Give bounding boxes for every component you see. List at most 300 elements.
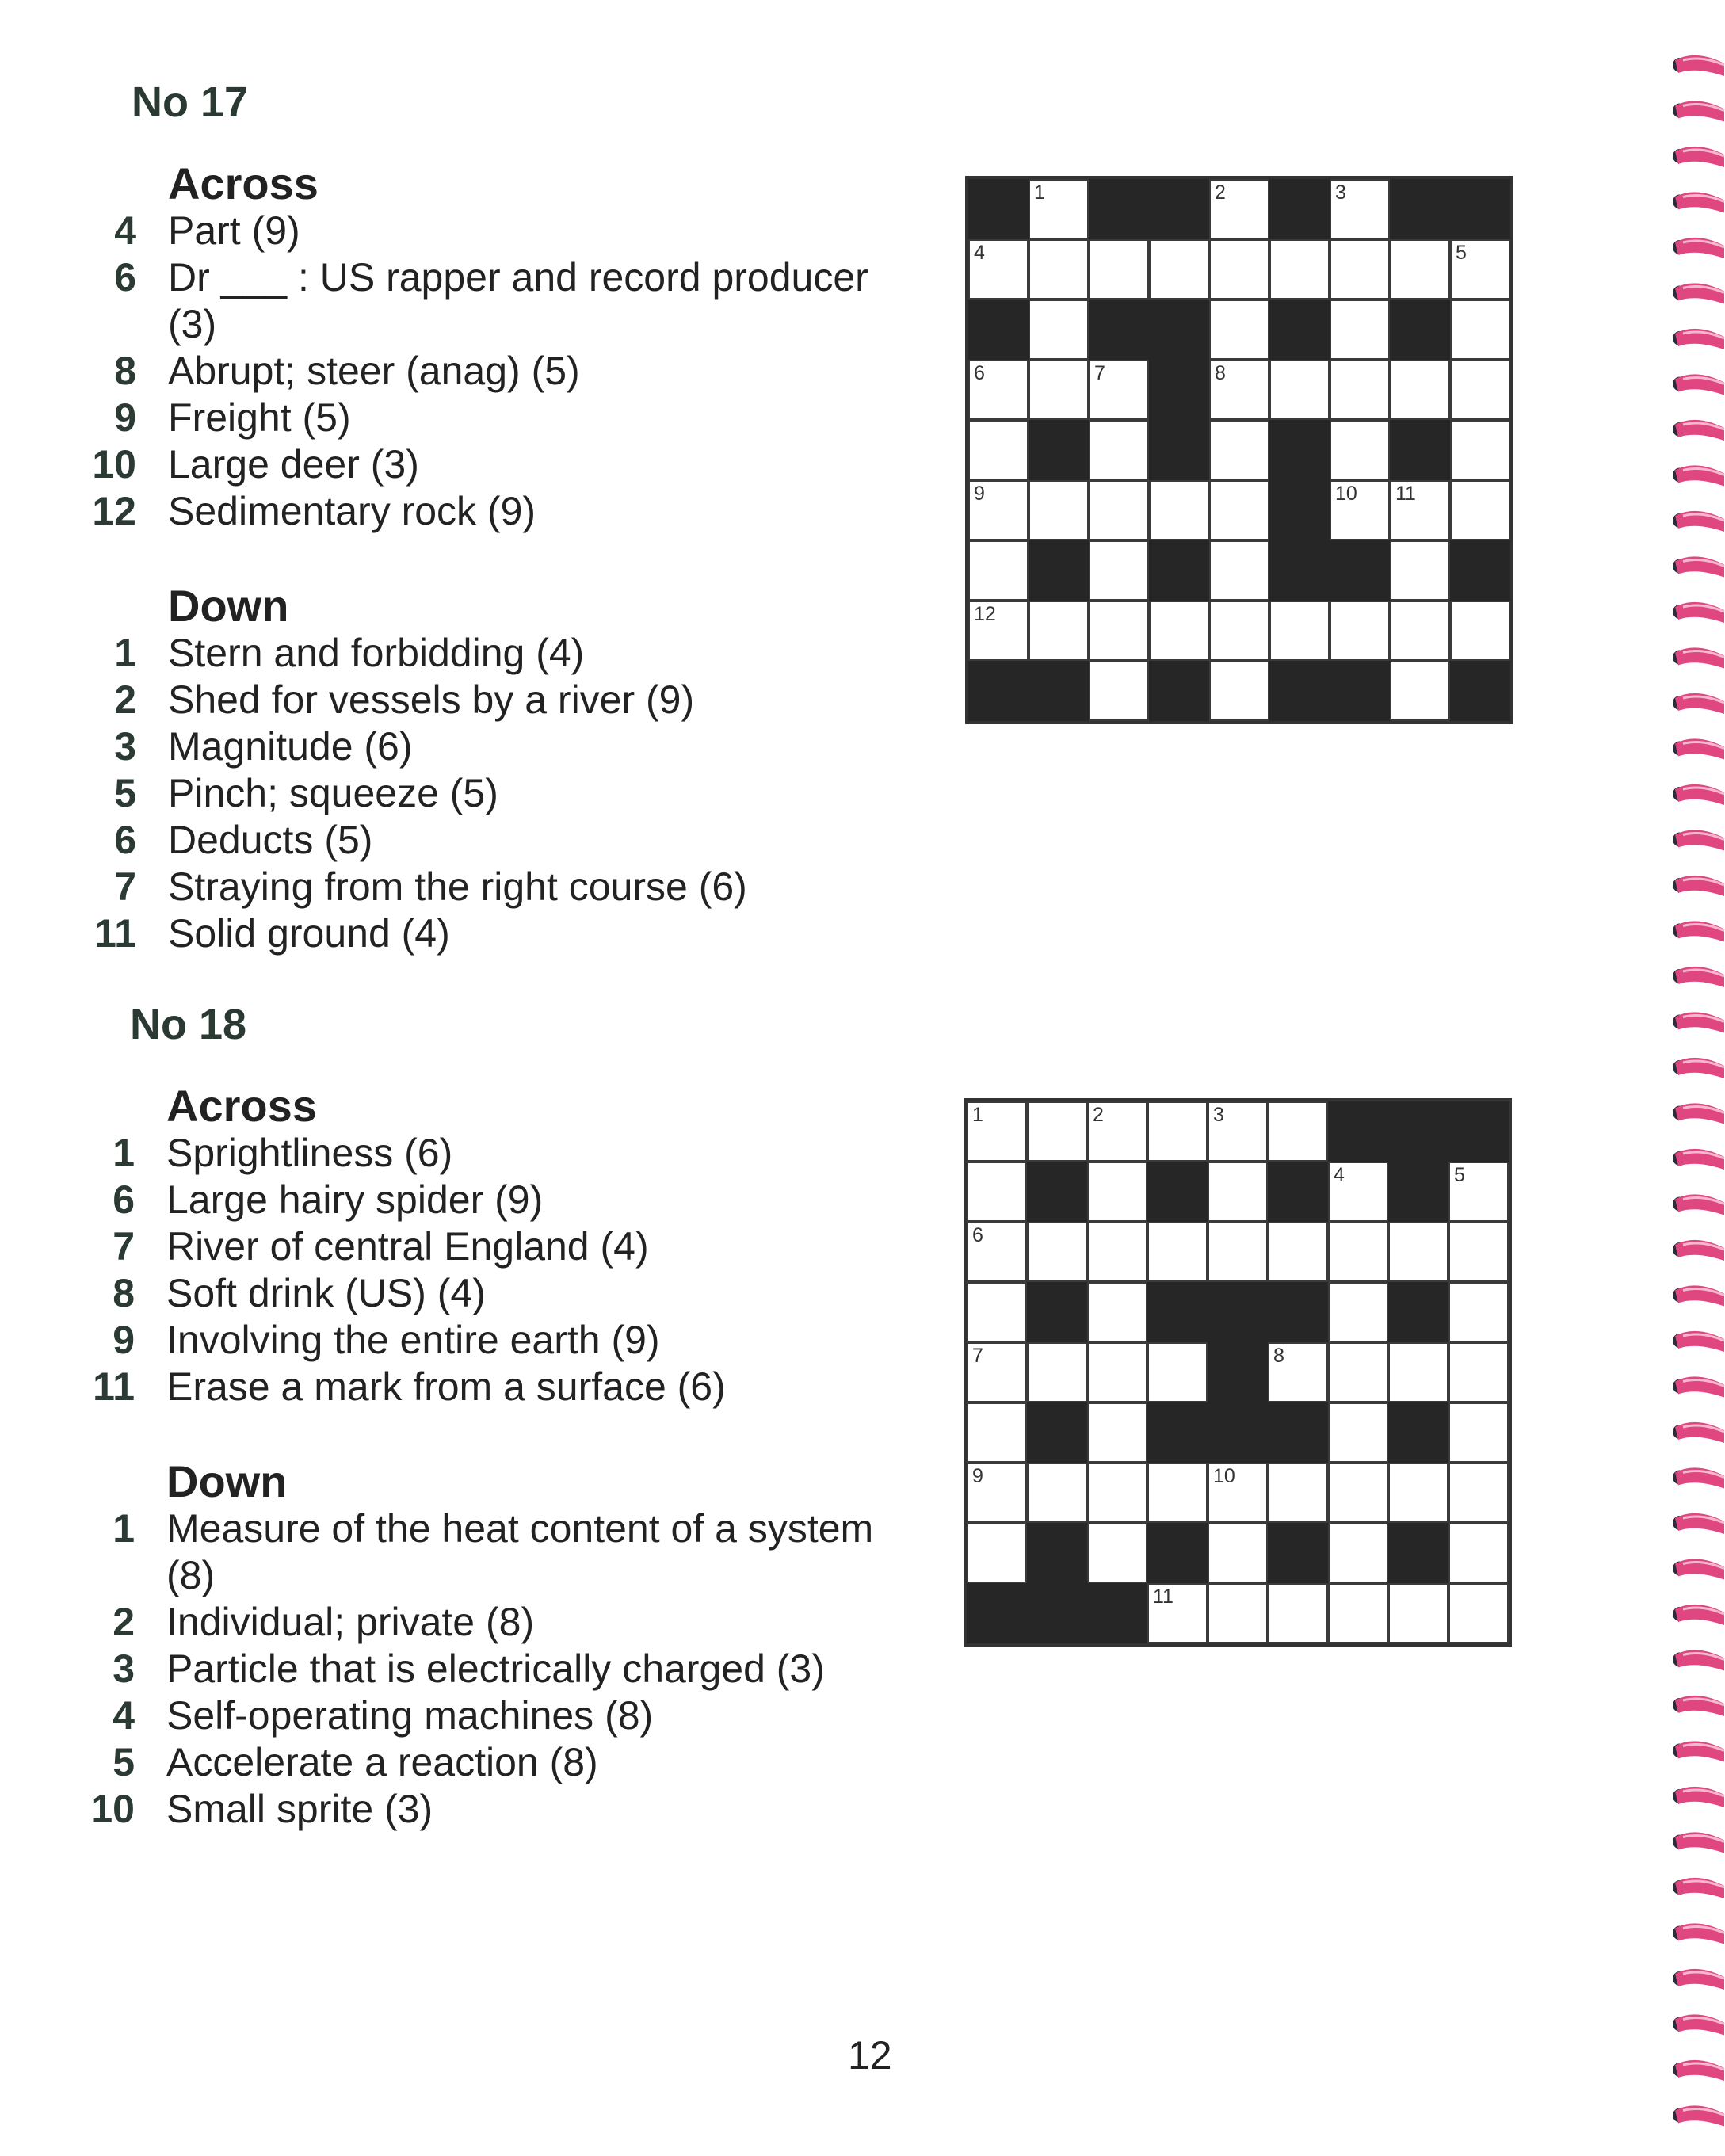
- grid-cell[interactable]: [1147, 1101, 1208, 1162]
- clue-item: [86, 1270, 878, 1317]
- grid-block: [968, 179, 1029, 239]
- binding-loop: [1673, 1012, 1724, 1032]
- clue-item: [86, 1739, 878, 1786]
- grid-cell[interactable]: [1388, 1342, 1448, 1402]
- binding-loop: [1673, 556, 1724, 577]
- grid-cell[interactable]: [967, 1282, 1027, 1342]
- grid-block: [968, 300, 1029, 360]
- binding-loop: [1673, 1650, 1724, 1670]
- binding-loop: [1673, 2014, 1724, 2035]
- grid-cell[interactable]: [1448, 1162, 1509, 1222]
- binding-loop: [1673, 693, 1724, 714]
- across-clues: [87, 208, 880, 535]
- clue-text: Straying from the right course (6): [168, 864, 747, 909]
- binding-loop: [1673, 1376, 1724, 1397]
- binding-loop: [1673, 329, 1724, 349]
- clue-number: 11: [93, 1364, 135, 1409]
- across-heading: Across: [168, 158, 319, 208]
- grid-cell[interactable]: [1390, 480, 1450, 540]
- grid-block: [1390, 300, 1450, 360]
- clue-number: 9: [113, 1318, 135, 1362]
- cell-number: 1: [972, 1104, 983, 1126]
- down-clues: [86, 1505, 878, 1833]
- cell-number: 4: [974, 242, 985, 264]
- grid-cell[interactable]: [1388, 1463, 1448, 1523]
- clue-number: 9: [114, 395, 136, 440]
- clue-number: 5: [113, 1740, 135, 1784]
- spiral-binding: [1664, 48, 1725, 2156]
- grid-block: [1330, 540, 1390, 601]
- grid-cell[interactable]: [1328, 1342, 1388, 1402]
- binding-loop: [1673, 876, 1724, 896]
- binding-loop: [1673, 1467, 1724, 1488]
- grid-cell[interactable]: [1089, 601, 1149, 661]
- grid-block: [1268, 1282, 1328, 1342]
- binding-loop: [1673, 511, 1724, 532]
- grid-block: [1330, 661, 1390, 721]
- grid-cell[interactable]: [1029, 480, 1089, 540]
- grid-cell[interactable]: [1208, 1463, 1268, 1523]
- grid-cell[interactable]: [1089, 661, 1149, 721]
- grid-cell[interactable]: [1089, 540, 1149, 601]
- grid-cell[interactable]: [1087, 1523, 1147, 1583]
- clue-text: Sprightliness (6): [166, 1131, 453, 1175]
- grid-cell[interactable]: [1027, 1463, 1087, 1523]
- grid-cell[interactable]: [1450, 601, 1510, 661]
- clue-item: [87, 395, 880, 441]
- grid-cell[interactable]: [1089, 239, 1149, 300]
- grid-cell[interactable]: [1149, 480, 1209, 540]
- binding-loop: [1673, 238, 1724, 258]
- across-heading: Across: [166, 1081, 317, 1131]
- grid-cell[interactable]: [1388, 1583, 1448, 1643]
- grid-cell[interactable]: [1147, 1463, 1208, 1523]
- binding-loop: [1673, 147, 1724, 167]
- grid-cell[interactable]: [1448, 1342, 1509, 1402]
- grid-cell[interactable]: [1328, 1162, 1388, 1222]
- clue-text: River of central England (4): [166, 1224, 649, 1269]
- grid-cell[interactable]: [967, 1342, 1027, 1402]
- clue-number: 3: [113, 1647, 135, 1691]
- clue-number: 1: [113, 1506, 135, 1551]
- grid-cell[interactable]: [1209, 239, 1269, 300]
- clue-item: [87, 817, 880, 864]
- clue-number: 8: [113, 1271, 135, 1315]
- grid-cell[interactable]: [1027, 1222, 1087, 1282]
- clue-item: [86, 1646, 878, 1692]
- grid-cell[interactable]: [1450, 420, 1510, 480]
- grid-cell[interactable]: [1087, 1342, 1147, 1402]
- clue-item: [86, 1177, 878, 1223]
- grid-block: [1029, 540, 1089, 601]
- grid-cell[interactable]: [1147, 1583, 1208, 1643]
- binding-loop: [1673, 2105, 1724, 2126]
- cell-number: 9: [972, 1465, 983, 1487]
- grid-cell[interactable]: [1208, 1583, 1268, 1643]
- clue-item: [86, 1223, 878, 1270]
- grid-cell[interactable]: [1448, 1523, 1509, 1583]
- clue-text: Soft drink (US) (4): [166, 1271, 486, 1315]
- grid-cell[interactable]: [1328, 1222, 1388, 1282]
- grid-block: [1149, 420, 1209, 480]
- grid-cell[interactable]: [1029, 601, 1089, 661]
- binding-loop: [1673, 1240, 1724, 1261]
- clue-number: 1: [113, 1131, 135, 1175]
- clue-text: Freight (5): [168, 395, 351, 440]
- grid-cell[interactable]: [1330, 601, 1390, 661]
- clue-number: 3: [114, 724, 136, 769]
- grid-cell[interactable]: [968, 360, 1029, 420]
- grid-block: [1208, 1342, 1268, 1402]
- grid-block: [1149, 360, 1209, 420]
- grid-cell[interactable]: [1209, 601, 1269, 661]
- grid-cell[interactable]: [1208, 1222, 1268, 1282]
- grid-block: [1027, 1282, 1087, 1342]
- grid-cell[interactable]: [1268, 1342, 1328, 1402]
- clue-number: 6: [114, 818, 136, 862]
- cell-number: 4: [1334, 1164, 1345, 1186]
- binding-loop: [1673, 1422, 1724, 1443]
- binding-loop: [1673, 1513, 1724, 1534]
- grid-cell[interactable]: [1450, 300, 1510, 360]
- grid-block: [1089, 179, 1149, 239]
- grid-cell[interactable]: [1268, 1463, 1328, 1523]
- clue-text: Solid ground (4): [168, 911, 450, 956]
- binding-loop: [1673, 2060, 1724, 2081]
- cell-number: 12: [974, 603, 996, 625]
- grid-cell[interactable]: [967, 1402, 1027, 1463]
- grid-cell[interactable]: [1390, 540, 1450, 601]
- grid-cell[interactable]: [1029, 300, 1089, 360]
- grid-cell[interactable]: [1330, 179, 1390, 239]
- grid-cell[interactable]: [1448, 1282, 1509, 1342]
- clue-item: [87, 770, 880, 817]
- grid-cell[interactable]: [1027, 1101, 1087, 1162]
- grid-block: [1208, 1282, 1268, 1342]
- clue-item: [86, 1599, 878, 1646]
- clue-number: 7: [114, 864, 136, 909]
- grid-cell[interactable]: [1208, 1523, 1268, 1583]
- grid-block: [1269, 420, 1330, 480]
- cell-number: 9: [974, 483, 985, 505]
- grid-block: [1328, 1101, 1388, 1162]
- grid-cell[interactable]: [1089, 420, 1149, 480]
- binding-loop: [1673, 830, 1724, 850]
- grid-cell[interactable]: [1448, 1583, 1509, 1643]
- grid-cell[interactable]: [1390, 360, 1450, 420]
- grid-block: [967, 1583, 1027, 1643]
- cell-number: 3: [1335, 181, 1346, 204]
- grid-cell[interactable]: [1330, 420, 1390, 480]
- cell-number: 1: [1034, 181, 1045, 204]
- grid-cell[interactable]: [1328, 1282, 1388, 1342]
- grid-cell[interactable]: [1209, 480, 1269, 540]
- grid-block: [1269, 179, 1330, 239]
- clue-number: 7: [113, 1224, 135, 1269]
- grid-block: [1089, 300, 1149, 360]
- grid-cell[interactable]: [1209, 540, 1269, 601]
- grid-block: [1027, 1523, 1087, 1583]
- grid-cell[interactable]: [1209, 179, 1269, 239]
- grid-cell[interactable]: [1328, 1402, 1388, 1463]
- grid-cell[interactable]: [1450, 480, 1510, 540]
- grid-block: [1450, 661, 1510, 721]
- grid-cell[interactable]: [1029, 179, 1089, 239]
- grid-cell[interactable]: [1209, 300, 1269, 360]
- clue-item: [86, 1317, 878, 1364]
- grid-cell[interactable]: [1027, 1342, 1087, 1402]
- grid-block: [1448, 1101, 1509, 1162]
- grid-cell[interactable]: [968, 239, 1029, 300]
- grid-block: [1147, 1282, 1208, 1342]
- grid-block: [1450, 179, 1510, 239]
- clue-number: 4: [114, 208, 136, 253]
- cell-number: 11: [1395, 483, 1416, 505]
- grid-block: [1388, 1402, 1448, 1463]
- grid-cell[interactable]: [968, 480, 1029, 540]
- grid-cell[interactable]: [1087, 1222, 1147, 1282]
- down-heading: Down: [168, 581, 289, 631]
- clue-number: 11: [94, 911, 136, 956]
- cell-number: 10: [1335, 483, 1357, 505]
- grid-block: [1268, 1523, 1328, 1583]
- clue-text: Pinch; squeeze (5): [168, 771, 498, 815]
- grid-cell[interactable]: [1388, 1222, 1448, 1282]
- grid-cell[interactable]: [1208, 1162, 1268, 1222]
- clue-text: Individual; private (8): [166, 1600, 535, 1644]
- grid-cell[interactable]: [1029, 360, 1089, 420]
- grid-cell[interactable]: [1209, 420, 1269, 480]
- clue-item: [86, 1786, 878, 1833]
- clue-text: Erase a mark from a surface (6): [166, 1364, 726, 1409]
- clue-number: 5: [114, 771, 136, 815]
- clue-item: [87, 208, 880, 254]
- binding-loop: [1673, 283, 1724, 303]
- clue-item: [86, 1130, 878, 1177]
- binding-loop: [1673, 420, 1724, 441]
- grid-cell[interactable]: [1147, 1342, 1208, 1402]
- clue-item: [87, 441, 880, 488]
- grid-cell[interactable]: [1450, 360, 1510, 420]
- clue-text: Shed for vessels by a river (9): [168, 677, 695, 722]
- clue-text: Deducts (5): [168, 818, 373, 862]
- grid-cell[interactable]: [1149, 239, 1209, 300]
- grid-cell[interactable]: [967, 1162, 1027, 1222]
- grid-cell[interactable]: [967, 1463, 1027, 1523]
- binding-loop: [1673, 1969, 1724, 1990]
- clue-item: [86, 1692, 878, 1739]
- binding-loop: [1673, 1058, 1724, 1078]
- grid-block: [968, 661, 1029, 721]
- grid-cell[interactable]: [968, 420, 1029, 480]
- grid-block: [1269, 480, 1330, 540]
- clue-text: Part (9): [168, 208, 300, 253]
- binding-loop: [1673, 55, 1724, 76]
- binding-loop: [1673, 1103, 1724, 1124]
- clue-item: [86, 1364, 878, 1410]
- cell-number: 10: [1213, 1465, 1235, 1487]
- clue-text: Large hairy spider (9): [166, 1177, 544, 1222]
- binding-loop: [1673, 1605, 1724, 1625]
- crossword-grid-18: [964, 1098, 1512, 1647]
- grid-block: [1268, 1162, 1328, 1222]
- cell-number: 6: [974, 362, 985, 384]
- clue-item: [87, 677, 880, 723]
- clue-text: Magnitude (6): [168, 724, 413, 769]
- cell-number: 5: [1456, 242, 1467, 264]
- grid-cell[interactable]: [1147, 1222, 1208, 1282]
- grid-cell[interactable]: [1328, 1583, 1388, 1643]
- clue-text: Small sprite (3): [166, 1787, 433, 1831]
- grid-cell[interactable]: [1089, 360, 1149, 420]
- grid-block: [1147, 1402, 1208, 1463]
- binding-loop: [1673, 602, 1724, 623]
- cell-number: 6: [972, 1224, 983, 1246]
- grid-block: [1390, 420, 1450, 480]
- grid-cell[interactable]: [1269, 360, 1330, 420]
- puzzle-title-17: No 17: [132, 78, 249, 126]
- binding-loop: [1673, 1923, 1724, 1944]
- grid-block: [1027, 1402, 1087, 1463]
- clue-item: [87, 254, 880, 348]
- clue-item: [87, 723, 880, 770]
- across-clues: [86, 1130, 878, 1410]
- grid-block: [1450, 540, 1510, 601]
- grid-cell[interactable]: [1087, 1101, 1147, 1162]
- clue-text: Accelerate a reaction (8): [166, 1740, 598, 1784]
- binding-loop: [1673, 1741, 1724, 1761]
- clue-item: [87, 864, 880, 910]
- binding-loop: [1673, 784, 1724, 805]
- grid-cell[interactable]: [1268, 1101, 1328, 1162]
- grid-cell[interactable]: [1330, 480, 1390, 540]
- clue-number: 8: [114, 349, 136, 393]
- binding-loop: [1673, 465, 1724, 486]
- grid-cell[interactable]: [1269, 239, 1330, 300]
- cell-number: 2: [1215, 181, 1226, 204]
- crossword-grid-17: [965, 176, 1513, 724]
- grid-cell[interactable]: [1390, 661, 1450, 721]
- grid-cell[interactable]: [1209, 360, 1269, 420]
- grid-cell[interactable]: [1208, 1101, 1268, 1162]
- binding-loop: [1673, 1696, 1724, 1716]
- grid-block: [1027, 1162, 1087, 1222]
- grid-cell[interactable]: [1448, 1402, 1509, 1463]
- grid-cell[interactable]: [967, 1101, 1027, 1162]
- page-number: 12: [848, 2033, 892, 2078]
- binding-loop: [1673, 967, 1724, 987]
- grid-block: [1087, 1583, 1147, 1643]
- clue-text: Involving the entire earth (9): [166, 1318, 660, 1362]
- clue-text: Particle that is electrically charged (3): [166, 1647, 825, 1691]
- grid-cell[interactable]: [1087, 1463, 1147, 1523]
- grid-cell[interactable]: [1089, 480, 1149, 540]
- clue-number: 12: [92, 489, 136, 533]
- clue-text: Abrupt; steer (anag) (5): [168, 349, 580, 393]
- cell-number: 2: [1093, 1104, 1104, 1126]
- cell-number: 8: [1273, 1345, 1284, 1367]
- clue-number: 2: [114, 677, 136, 722]
- clue-list-17: [87, 160, 880, 957]
- clue-text: Stern and forbidding (4): [168, 631, 585, 675]
- grid-block: [1269, 300, 1330, 360]
- grid-cell[interactable]: [1448, 1463, 1509, 1523]
- clue-text: Sedimentary rock (9): [168, 489, 536, 533]
- grid-block: [1147, 1162, 1208, 1222]
- clue-text: Measure of the heat content of a system (8): [166, 1506, 874, 1597]
- clue-item: [87, 910, 880, 957]
- binding-loop: [1673, 1331, 1724, 1352]
- clue-item: [87, 488, 880, 535]
- clue-text: Dr ___ : US rapper and record producer (3): [168, 255, 868, 346]
- grid-cell[interactable]: [1269, 601, 1330, 661]
- clue-item: [87, 348, 880, 395]
- grid-cell[interactable]: [1328, 1463, 1388, 1523]
- grid-cell[interactable]: [1390, 601, 1450, 661]
- clue-list-18: [86, 1082, 878, 1833]
- grid-cell[interactable]: [1268, 1222, 1328, 1282]
- grid-block: [1388, 1282, 1448, 1342]
- grid-block: [1269, 540, 1330, 601]
- grid-cell[interactable]: [1209, 661, 1269, 721]
- binding-loop: [1673, 192, 1724, 212]
- grid-block: [1269, 661, 1330, 721]
- grid-cell[interactable]: [1087, 1162, 1147, 1222]
- cell-number: 7: [1094, 362, 1105, 384]
- grid-cell[interactable]: [1330, 360, 1390, 420]
- grid-block: [1027, 1583, 1087, 1643]
- grid-cell[interactable]: [1087, 1282, 1147, 1342]
- grid-cell[interactable]: [967, 1523, 1027, 1583]
- grid-cell[interactable]: [1149, 601, 1209, 661]
- clue-text: Self-operating machines (8): [166, 1693, 654, 1738]
- cell-number: 7: [972, 1345, 983, 1367]
- grid-block: [1208, 1402, 1268, 1463]
- grid-cell[interactable]: [1087, 1402, 1147, 1463]
- binding-loop: [1673, 1832, 1724, 1853]
- cell-number: 11: [1153, 1586, 1174, 1608]
- binding-loop: [1673, 1285, 1724, 1306]
- grid-cell[interactable]: [1390, 239, 1450, 300]
- binding-loop: [1673, 1878, 1724, 1898]
- binding-loop: [1673, 1559, 1724, 1579]
- clue-number: 6: [113, 1177, 135, 1222]
- grid-block: [1147, 1523, 1208, 1583]
- grid-cell[interactable]: [1268, 1583, 1328, 1643]
- clue-number: 1: [114, 631, 136, 675]
- binding-loop: [1673, 1194, 1724, 1215]
- grid-cell[interactable]: [967, 1222, 1027, 1282]
- grid-block: [1388, 1523, 1448, 1583]
- clue-number: 10: [92, 442, 136, 487]
- grid-cell[interactable]: [968, 601, 1029, 661]
- grid-cell[interactable]: [1450, 239, 1510, 300]
- binding-loop: [1673, 1787, 1724, 1807]
- grid-block: [1029, 661, 1089, 721]
- grid-cell[interactable]: [968, 540, 1029, 601]
- grid-cell[interactable]: [1330, 239, 1390, 300]
- clue-item: [87, 630, 880, 677]
- grid-cell[interactable]: [1328, 1523, 1388, 1583]
- grid-block: [1149, 179, 1209, 239]
- grid-cell[interactable]: [1029, 239, 1089, 300]
- clue-number: 2: [113, 1600, 135, 1644]
- grid-cell[interactable]: [1330, 300, 1390, 360]
- grid-cell[interactable]: [1448, 1222, 1509, 1282]
- puzzle-title-18: No 18: [130, 1001, 247, 1048]
- down-heading: Down: [166, 1456, 288, 1506]
- down-clues: [87, 630, 880, 957]
